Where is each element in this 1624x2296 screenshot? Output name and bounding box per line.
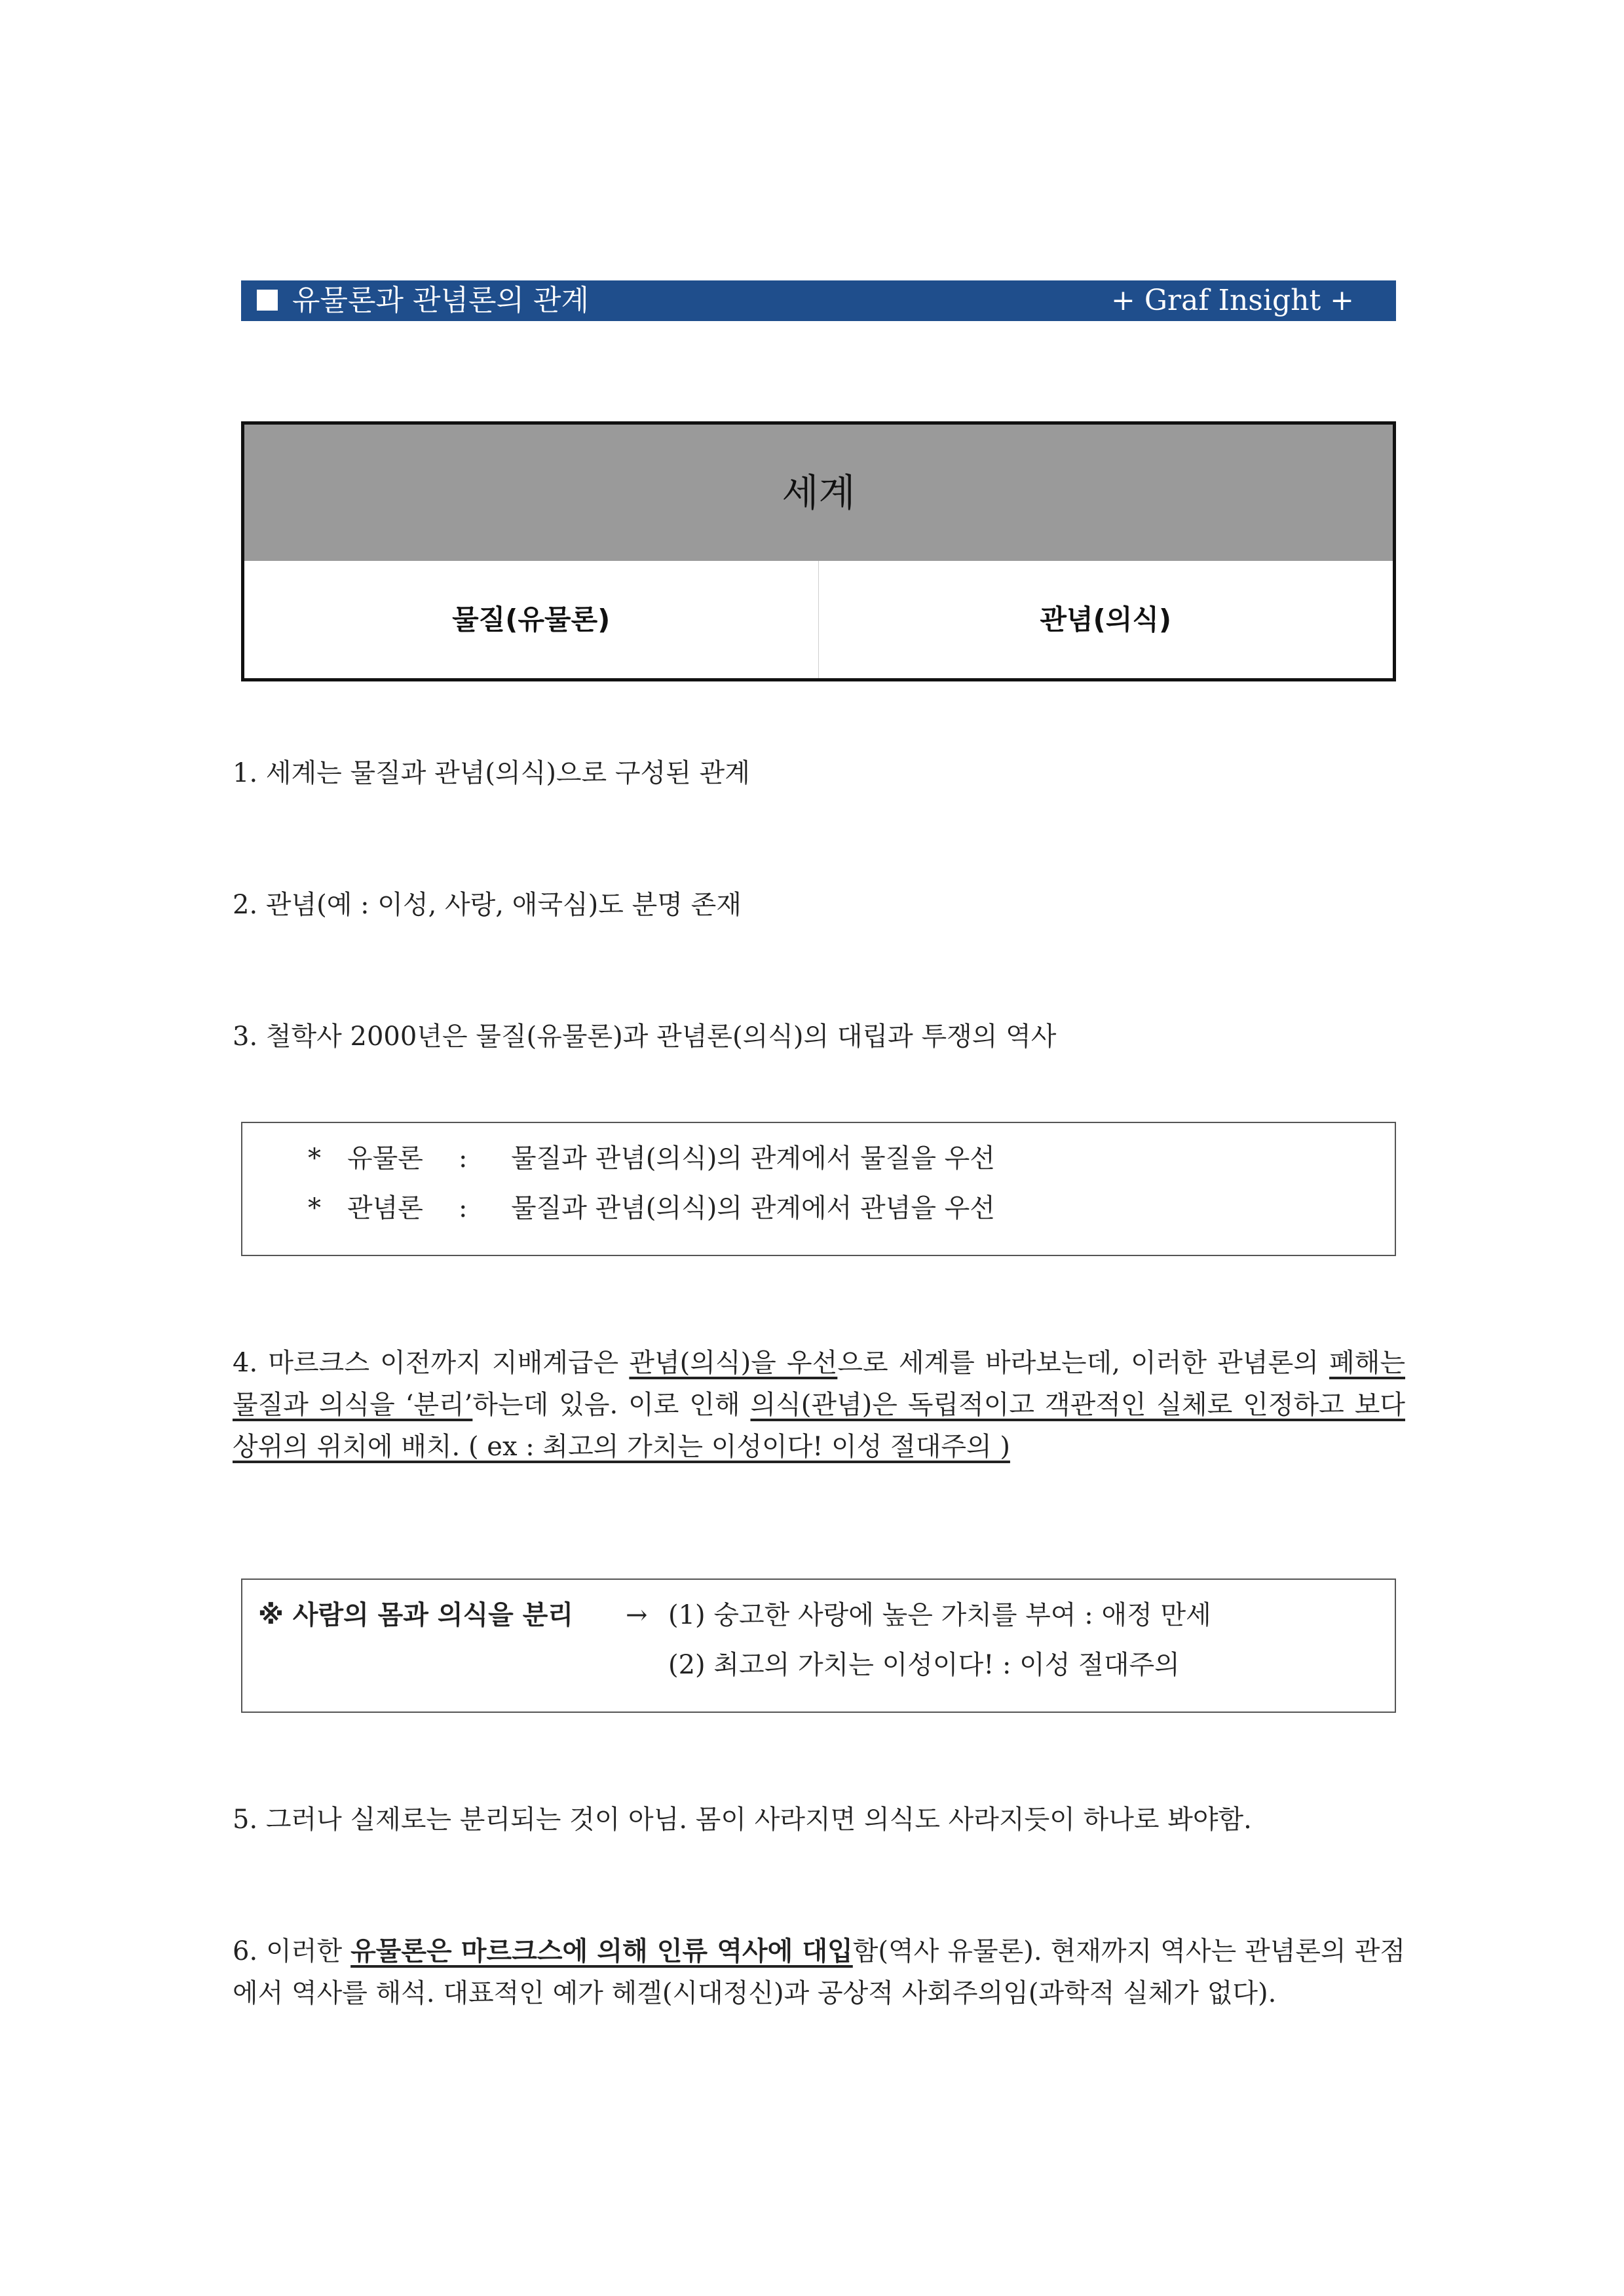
note-item-1: (1) 숭고한 사랑에 높은 가치를 부여 : 애정 만세 <box>668 1600 1211 1630</box>
definition-materialism <box>308 1139 995 1178</box>
definition-term: 유물론 <box>347 1143 423 1174</box>
point-3: 3. 철학사 2000년은 물질(유물론)과 관념론(의식)의 대립과 투쟁의 역사 <box>233 1022 1057 1052</box>
definitions-box <box>241 1122 1396 1256</box>
definition-term: 관념론 <box>347 1193 423 1223</box>
point-6-text: 함(역사 유물론). 현재까지 역사는 관념론의 관점에서 역사를 해석. 대표적인 예가 헤겔(시대정신)과 공상적 사회주의임(과학적 실체가 없다). <box>233 1936 1405 2008</box>
point-4-underlined: 의식(관념)은 독립적이고 객관적인 실체로 인정하고 보다 상위의 위치에 배치. ( ex : 최고의 가치는 이성이다! 이성 절대주의 ) <box>233 1390 1405 1462</box>
world-table-cell-matter: 물질(유물론) <box>244 561 819 678</box>
definition-bullet: * <box>308 1193 321 1223</box>
definition-bullet: * <box>308 1143 321 1174</box>
section-header-title-wrap <box>257 284 589 317</box>
point-4-text: 으로 세계를 바라보는데, 이러한 관념론의 <box>837 1348 1330 1378</box>
definition-idealism <box>308 1189 995 1228</box>
point-6-emphasis: 유물론은 마르크스에 의해 인류 역사에 대입 <box>350 1936 853 1966</box>
brand-label: + Graf Insight + <box>1111 284 1354 317</box>
point-1: 1. 세계는 물질과 관념(의식)으로 구성된 관계 <box>233 758 750 788</box>
point-4-underlined: 폐해는 물질과 의식을 ‘분리’ <box>233 1348 1405 1420</box>
world-table-header: 세계 <box>244 425 1393 561</box>
point-4-text: 하는데 있음. 이로 인해 <box>472 1390 751 1420</box>
section-header-bar <box>241 280 1396 321</box>
definition-colon: : <box>459 1193 468 1223</box>
right-arrow-icon: → <box>626 1600 648 1630</box>
definition-text: 물질과 관념(의식)의 관계에서 물질을 우선 <box>511 1143 995 1174</box>
world-table-cell-idea: 관념(의식) <box>1040 603 1172 636</box>
point-4 <box>233 1342 1405 1468</box>
note-box <box>241 1578 1396 1713</box>
point-2: 2. 관념(예 : 이성, 사랑, 애국심)도 분명 존재 <box>233 890 742 920</box>
definition-colon: : <box>459 1143 468 1174</box>
world-table <box>241 421 1396 681</box>
section-title: 유물론과 관념론의 관계 <box>292 284 590 317</box>
note-lead: ※ 사람의 몸과 의식을 분리 <box>258 1600 573 1630</box>
note-item-2: (2) 최고의 가치는 이성이다! : 이성 절대주의 <box>668 1650 1180 1680</box>
point-4-text: 4. 마르크스 이전까지 지배계급은 <box>233 1348 630 1378</box>
point-6-text: 6. 이러한 <box>233 1936 351 1966</box>
point-6 <box>233 1930 1405 2014</box>
definition-text: 물질과 관념(의식)의 관계에서 관념을 우선 <box>511 1193 995 1223</box>
point-5: 5. 그러나 실제로는 분리되는 것이 아님. 몸이 사라지면 의식도 사라지듯이 하나로 봐야함. <box>233 1805 1252 1835</box>
square-bullet-icon <box>257 290 278 311</box>
point-4-underlined: 관념(의식)을 우선 <box>629 1348 838 1378</box>
